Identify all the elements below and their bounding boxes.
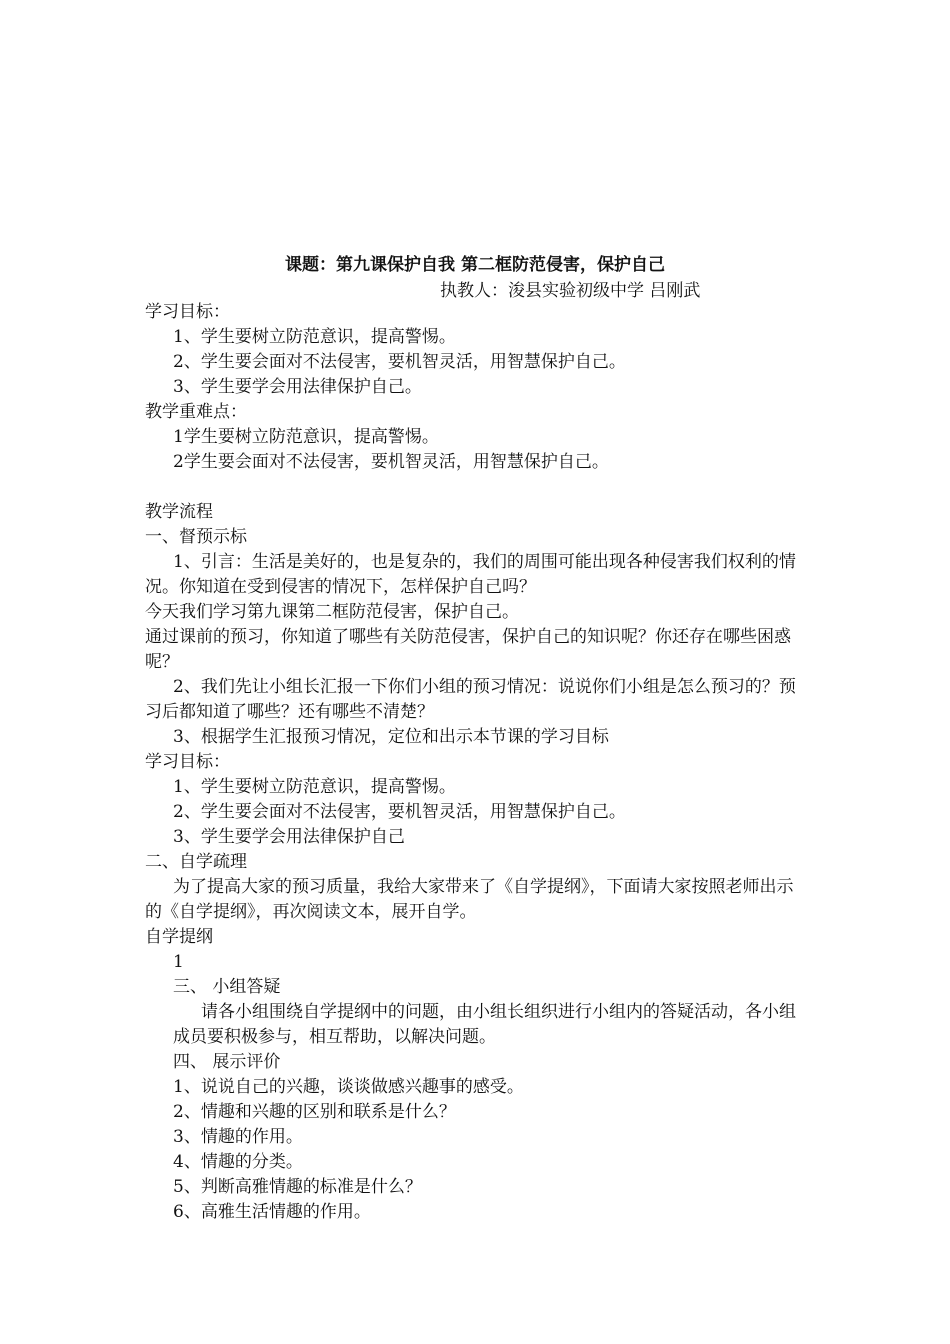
section-3-heading: 三、 小组答疑 [173, 977, 281, 997]
key-points-heading: 教学重难点： [145, 402, 247, 422]
section-1-objectives-heading: 学习目标： [145, 752, 230, 772]
process-heading: 教学流程 [145, 502, 213, 522]
section-4-item: 3、情趣的作用。 [173, 1127, 303, 1147]
section-1-group-report: 2、我们先让小组长汇报一下你们小组的预习情况：说说你们小组是怎么预习的？预习后都知道了哪些？还有哪些不清楚？ [145, 677, 796, 722]
section-4-item: 1、说说自己的兴趣，谈谈做感兴趣事的感受。 [173, 1077, 524, 1097]
section-4-item: 2、情趣和兴趣的区别和联系是什么？ [173, 1102, 456, 1122]
section-4-item: 4、情趣的分类。 [173, 1152, 303, 1172]
section-1-heading: 一、督预示标 [145, 527, 247, 547]
section-3-paragraph: 请各小组围绕自学提纲中的问题，由小组长组织进行小组内的答疑活动，各小组成员要积极参与，相互帮助，以解决问题。 [173, 1002, 796, 1047]
section-4-heading: 四、 展示评价 [173, 1052, 281, 1072]
section-1-objective-item: 3、学生要学会用法律保护自己 [173, 827, 405, 847]
key-point-item: 2学生要会面对不法侵害，要机智灵活，用智慧保护自己。 [173, 452, 609, 472]
objectives-heading: 学习目标： [145, 302, 230, 322]
blank-line [145, 475, 810, 500]
lesson-title: 课题：第九课保护自我 第二框防范侵害，保护自己 [285, 255, 665, 275]
section-1-locate-goals: 3、根据学生汇报预习情况，定位和出示本节课的学习目标 [173, 727, 609, 747]
section-1-intro: 1、引言：生活是美好的，也是复杂的，我们的周围可能出现各种侵害我们权利的情况。你知道在受到侵害的情况下，怎样保护自己吗？ [145, 552, 796, 597]
objective-item: 2、学生要会面对不法侵害，要机智灵活，用智慧保护自己。 [173, 352, 626, 372]
section-4-item: 6、高雅生活情趣的作用。 [173, 1202, 371, 1222]
objective-item: 1、学生要树立防范意识，提高警惕。 [173, 327, 456, 347]
section-2-heading: 二、自学疏理 [145, 852, 247, 872]
key-point-item: 1学生要树立防范意识，提高警惕。 [173, 427, 439, 447]
section-1-objective-item: 1、学生要树立防范意识，提高警惕。 [173, 777, 456, 797]
objective-item: 3、学生要学会用法律保护自己。 [173, 377, 422, 397]
document-body [145, 300, 810, 1225]
outline-item: 1 [173, 952, 184, 972]
outline-heading: 自学提纲 [145, 927, 213, 947]
teacher-line: 执教人：浚县实验初级中学 吕刚武 [440, 281, 701, 301]
section-2-paragraph: 为了提高大家的预习质量，我给大家带来了《自学提纲》，下面请大家按照老师出示的《自学提纲》，再次阅读文本，展开自学。 [145, 877, 794, 922]
section-1-preview-question: 通过课前的预习，你知道了哪些有关防范侵害，保护自己的知识呢？你还存在哪些困惑呢？ [145, 627, 791, 672]
section-1-today: 今天我们学习第九课第二框防范侵害，保护自己。 [145, 602, 519, 622]
section-1-objective-item: 2、学生要会面对不法侵害，要机智灵活，用智慧保护自己。 [173, 802, 626, 822]
section-4-item: 5、判断高雅情趣的标准是什么？ [173, 1177, 422, 1197]
